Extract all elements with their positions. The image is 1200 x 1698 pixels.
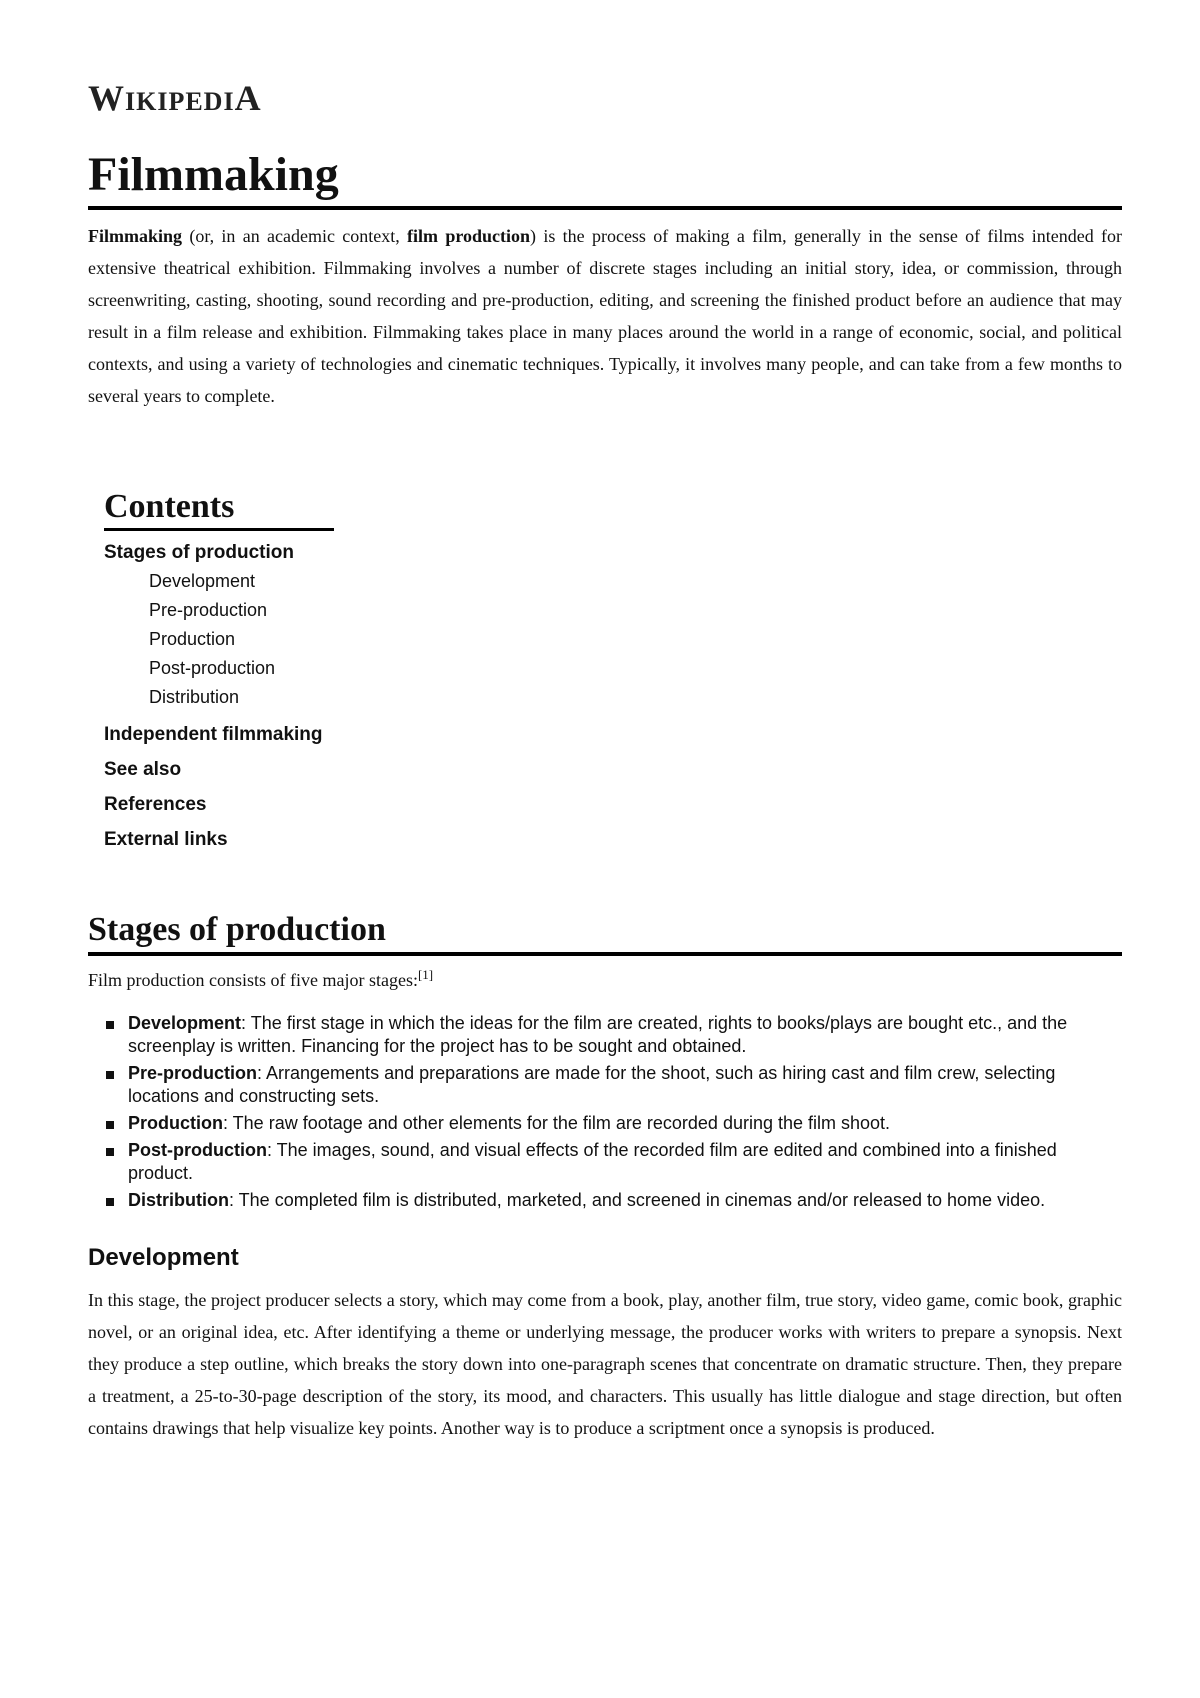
toc-link-references[interactable]: References <box>104 793 207 815</box>
reference-link[interactable]: [1] <box>417 967 434 983</box>
stage-term[interactable]: Pre-production <box>128 1063 257 1084</box>
stage-term[interactable]: Post-production <box>128 1140 267 1161</box>
stages-list <box>88 1012 1122 1212</box>
square-bullet-icon <box>106 1071 114 1079</box>
toc-link-post-production[interactable]: Post-production <box>149 657 276 678</box>
square-bullet-icon <box>106 1198 114 1206</box>
toc-link-pre-production[interactable]: Pre-production <box>149 599 268 620</box>
toc-link-distribution[interactable]: Distribution <box>149 686 240 707</box>
list-item <box>128 1139 1122 1185</box>
toc-sublist <box>104 567 504 712</box>
toc-item <box>104 541 504 712</box>
wordmark-first-letter: W <box>88 78 125 118</box>
stage-description: : The images, sound, and visual effects of the recorded film are edited and combined into a finished product. <box>128 1140 1057 1184</box>
stage-term[interactable]: Development <box>128 1013 242 1034</box>
toc-title: Contents <box>104 487 334 531</box>
stage-term[interactable]: Distribution <box>128 1190 229 1211</box>
list-item <box>128 1112 1122 1135</box>
section-heading-development: Development <box>88 1244 239 1272</box>
toc-link-production[interactable]: Production <box>149 628 236 649</box>
lead-text-2: ) is the process of making a film, generally in the sense of films intended for extensive theatrical exhibition. Filmmaking involves a number of discrete stages including an initial story, idea, or commission, through screenwriting, casting, shooting, sound recording and pre-production, editing, and screening the finished product before an audience that may result in a film release and exhibition. Filmmaking takes place in many places around the world in a range of economic, social, and political contexts, and using a variety of technologies and cinematic techniques. Typically, it involves many people, and can take from a few months to several years to complete. <box>88 225 1123 406</box>
square-bullet-icon <box>106 1121 114 1129</box>
stages-intro <box>88 966 1122 994</box>
list-item <box>128 1012 1122 1058</box>
stages-intro-text: Film production consists of five major stages: <box>88 970 418 991</box>
square-bullet-icon <box>106 1148 114 1156</box>
wordmark-middle: IKIPEDI <box>125 87 235 116</box>
stage-term[interactable]: Production <box>128 1113 223 1134</box>
lead-bold-term: Filmmaking <box>88 225 183 246</box>
toc-list <box>104 541 504 852</box>
list-item <box>128 1062 1122 1108</box>
lead-bold-term-2: film production <box>407 225 531 246</box>
square-bullet-icon <box>106 1021 114 1029</box>
page-title: Filmmaking <box>88 146 1122 210</box>
section-heading-stages: Stages of production <box>88 910 1122 957</box>
stage-description: : The completed film is distributed, marketed, and screened in cinemas and/or released to home video. <box>229 1190 1046 1211</box>
list-item <box>128 1189 1122 1212</box>
toc-link-see-also[interactable]: See also <box>104 758 182 780</box>
lead-paragraph <box>88 220 1122 412</box>
article-page <box>88 80 1122 1444</box>
toc-link-development[interactable]: Development <box>149 570 256 591</box>
development-paragraph: In this stage, the project producer selects a story, which may come from a book, play, another film, true story, video game, comic book, graphic novel, or an original idea, etc. After identifying a theme or underlying message, the producer works with writers to prepare a synopsis. Next they produce a step outline, which breaks the story down into one-paragraph scenes that concentrate on dramatic structure. Then, they prepare a treatment, a 25-to-30-page description of the story, its mood, and characters. This usually has little dialogue and stage direction, but often contains drawings that help visualize key points. Another way is to produce a scriptment once a synopsis is produced. <box>88 1289 1122 1438</box>
toc-link-stages-of-production[interactable]: Stages of production <box>104 541 294 563</box>
stage-description: : The raw footage and other elements for the film are recorded during the film shoot. <box>223 1113 891 1134</box>
wordmark-last-letter: A <box>234 78 262 118</box>
toc-link-external-links[interactable]: External links <box>104 828 228 850</box>
table-of-contents <box>104 487 504 852</box>
toc-link-independent-filmmaking[interactable]: Independent filmmaking <box>104 723 323 745</box>
stage-description: : Arrangements and preparations are made for the shoot, such as hiring cast and film crew, selecting locations and constructing sets. <box>128 1063 1056 1107</box>
wikipedia-wordmark[interactable] <box>88 80 1122 120</box>
lead-text-1: (or, in an academic context, <box>182 225 408 246</box>
stage-description: : The first stage in which the ideas for the film are created, rights to books/plays are bought etc., and the screenplay is written. Financing for the project has to be sought and obtained. <box>128 1013 1068 1057</box>
